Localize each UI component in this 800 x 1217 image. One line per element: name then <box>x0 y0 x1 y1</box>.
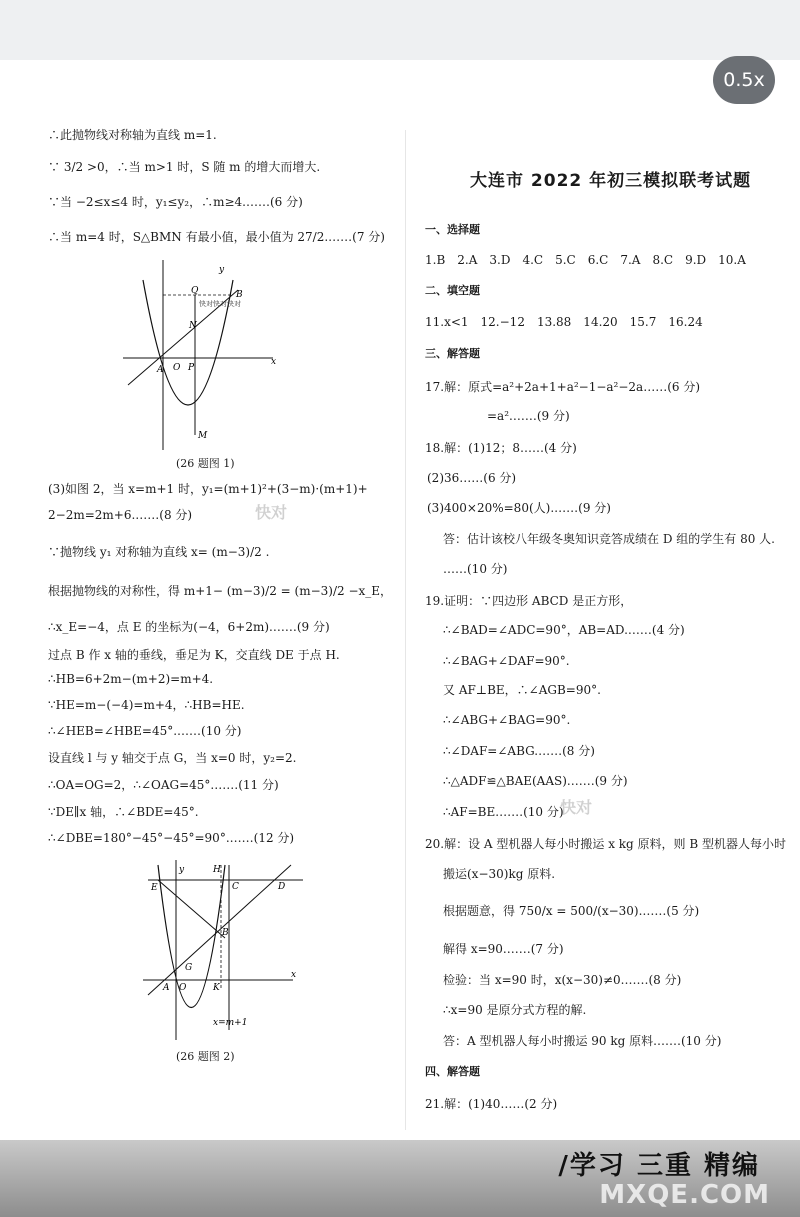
left-line: 2−2m=2m+6.……(8 分) <box>48 508 193 522</box>
left-line: ∴当 m=4 时，S△BMN 有最小值，最小值为 27/2.……(7 分) <box>48 230 385 244</box>
fig1-label-o: O <box>173 363 181 373</box>
answer-line: 17.解：原式=a²+2a+1+a²−1−a²−2a……(6 分) <box>425 380 701 394</box>
fig1-label-m: M <box>198 431 208 441</box>
fig2-label-k: K <box>213 983 220 993</box>
fig2-label-h: H <box>213 865 221 875</box>
left-line: ∵抛物线 y₁ 对称轴为直线 x= (m−3)/2 . <box>48 545 270 559</box>
column-divider <box>405 130 406 1130</box>
fig1-label-p: P <box>188 363 195 373</box>
answer-line: ……(10 分) <box>443 562 508 576</box>
answer-line: 搬运(x−30)kg 原料. <box>443 867 556 881</box>
left-column <box>48 60 393 1140</box>
left-line: 根据抛物线的对称性，得 m+1− (m−3)/2 = (m−3)/2 −x_E， <box>48 584 393 598</box>
answer-line: =a².……(9 分) <box>487 409 570 423</box>
viewer-top-bar <box>0 0 800 60</box>
fig1-label-a: A <box>157 365 164 375</box>
fig2-label-g: G <box>185 963 193 973</box>
left-line: ∵ 3/2 >0，∴当 m>1 时，S 随 m 的增大而增大. <box>48 160 321 174</box>
left-line: ∴此抛物线对称轴为直线 m=1. <box>48 128 217 142</box>
document-page <box>0 60 800 1140</box>
fig2-label-e: E <box>151 883 158 893</box>
answer-line: (3)400×20%=80(人).……(9 分) <box>427 501 611 515</box>
watermark: 快对 <box>560 798 593 817</box>
fig2-label-a: A <box>163 983 170 993</box>
figure-26-1 <box>123 260 363 450</box>
answer-line: 检验：当 x=90 时，x(x−30)≠0.……(8 分) <box>443 973 682 987</box>
answer-line: 19.证明：∵四边形 ABCD 是正方形， <box>425 594 633 608</box>
choice-answers: 1.B 2.A 3.D 4.C 5.C 6.C 7.A 8.C 9.D 10.A <box>425 253 746 267</box>
fig1-label-y: y <box>219 265 225 275</box>
fig1-overlay-text: 快对快对快对 <box>199 300 241 308</box>
right-column <box>425 60 785 1140</box>
site-watermark: MXQE.COM <box>599 1180 770 1210</box>
fig1-label-n: N <box>189 321 197 331</box>
answer-line: ∴x=90 是原分式方程的解. <box>443 1003 587 1017</box>
answer-line: 20.解：设 A 型机器人每小时搬运 x kg 原料，则 B 型机器人每小时 <box>425 837 786 851</box>
watermark: 快对 <box>255 503 288 522</box>
figure-2-caption: (26 题图 2) <box>176 1050 235 1063</box>
answer-line: 21.解：(1)40……(2 分) <box>425 1097 558 1111</box>
left-line: ∵HE=m−(−4)=m+4，∴HB=HE. <box>48 698 245 712</box>
answer-line: ∴∠DAF=∠ABG.……(8 分) <box>443 744 595 758</box>
left-line: (3)如图 2，当 x=m+1 时，y₁=(m+1)²+(3−m)·(m+1)+ <box>48 482 368 496</box>
answer-line: 又 AF⊥BE，∴∠AGB=90°. <box>443 683 601 697</box>
zoom-level-button[interactable] <box>713 56 775 104</box>
fig2-label-o: O <box>179 983 187 993</box>
answer-line: ∴∠ABG+∠BAG=90°. <box>443 713 571 727</box>
answer-line: ∴∠BAD=∠ADC=90°，AB=AD.……(4 分) <box>443 623 685 637</box>
page-footer-band <box>0 1140 800 1217</box>
fig2-label-b: B <box>222 928 229 938</box>
section-heading: 三、解答题 <box>425 347 480 360</box>
left-line: ∵当 −2≤x≤4 时，y₁≤y₂，∴m≥4.……(6 分) <box>48 195 303 209</box>
fig1-label-x: x <box>271 357 277 367</box>
exam-title: 大连市 2022 年初三模拟联考试题 <box>470 171 752 191</box>
section-heading: 二、填空题 <box>425 284 480 297</box>
fill-answers: 11.x<1 12.−12 13.88 14.20 15.7 16.24 <box>425 315 703 329</box>
left-line: ∴∠HEB=∠HBE=45°.……(10 分) <box>48 724 242 738</box>
figure-1-caption: (26 题图 1) <box>176 457 235 470</box>
left-line: 过点 B 作 x 轴的垂线，垂足为 K，交直线 DE 于点 H. <box>48 648 340 662</box>
answer-line: ∴AF=BE.……(10 分) <box>443 805 564 819</box>
answer-line: ∴∠BAG+∠DAF=90°. <box>443 654 570 668</box>
fig2-label-line: x=m+1 <box>213 1018 248 1028</box>
answer-line: 根据题意，得 750/x = 500/(x−30).……(5 分) <box>443 904 700 918</box>
zoom-level-label: 0.5x <box>723 69 765 91</box>
figure-26-2 <box>143 860 313 1045</box>
answer-line: ∴△ADF≌△BAE(AAS).……(9 分) <box>443 774 628 788</box>
answer-line: 解得 x=90.……(7 分) <box>443 942 564 956</box>
fig2-label-d: D <box>278 882 286 892</box>
left-line: 设直线 l 与 y 轴交于点 G，当 x=0 时，y₂=2. <box>48 751 297 765</box>
section-heading: 四、解答题 <box>425 1065 480 1078</box>
fig1-label-q: Q <box>191 286 199 296</box>
left-line: ∴x_E=−4，点 E 的坐标为(−4，6+2m).……(9 分) <box>48 620 330 634</box>
answer-line: 18.解：(1)12；8……(4 分) <box>425 441 577 455</box>
fig2-label-x: x <box>291 970 297 980</box>
answer-line: 答：估计该校八年级冬奥知识竞答成绩在 D 组的学生有 80 人. <box>443 532 775 546</box>
left-line: ∵DE∥x 轴，∴∠BDE=45°. <box>48 805 199 819</box>
left-line: ∴HB=6+2m−(m+2)=m+4. <box>48 672 214 686</box>
left-line: ∴OA=OG=2，∴∠OAG=45°.……(11 分) <box>48 778 279 792</box>
answer-line: 答：A 型机器人每小时搬运 90 kg 原料.……(10 分) <box>443 1034 722 1048</box>
answer-line: (2)36……(6 分) <box>427 471 517 485</box>
fig2-label-y: y <box>179 865 185 875</box>
fig1-label-b: B <box>236 290 243 300</box>
footer-brand: /学习 三重 精编 <box>558 1151 760 1181</box>
section-heading: 一、选择题 <box>425 223 480 236</box>
fig2-label-c: C <box>232 882 239 892</box>
left-line: ∴∠DBE=180°−45°−45°=90°.……(12 分) <box>48 831 295 845</box>
